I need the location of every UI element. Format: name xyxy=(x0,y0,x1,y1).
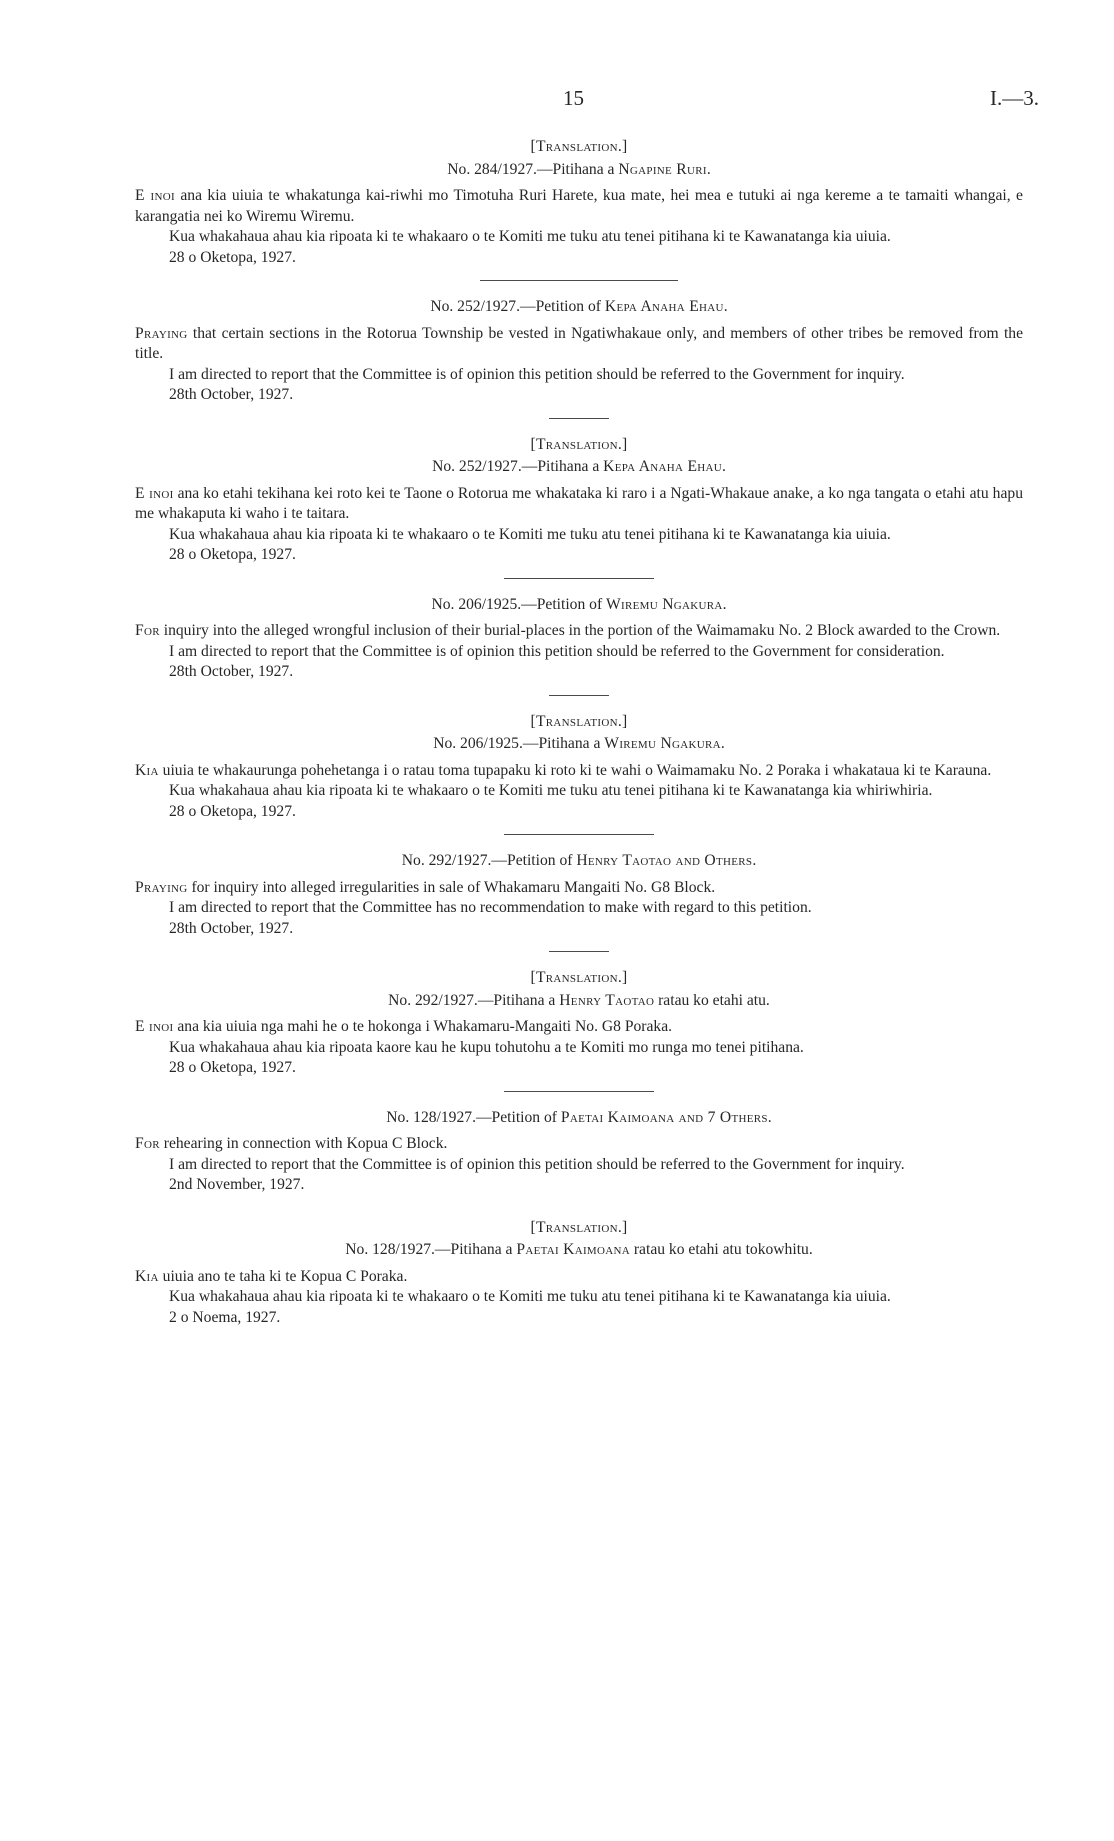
petition-prayer: Praying for inquiry into alleged irregularities in sale of Whakamaru Mangaiti No. G8 Block. xyxy=(135,878,716,896)
petition-title: No. 252/1927.—Petition of Kepa Anaha Ehau. xyxy=(430,298,728,315)
report-date: 28 o Oketopa, 1927. xyxy=(169,546,296,563)
committee-report: Kua whakahaua ahau kia ripoata kaore kau he kupu tohutohu a te Komiti mo runga mo tenei pitihana. xyxy=(169,1038,804,1056)
committee-report: I am directed to report that the Committee is of opinion this petition should be referred to the Government for inquiry. xyxy=(169,365,905,383)
section-spacer xyxy=(135,1196,1023,1218)
report-date: 2 o Noema, 1927. xyxy=(169,1308,281,1326)
section-divider xyxy=(504,834,654,835)
petition-prayer: E inoi ana ko etahi tekihana kei roto kei te Taone o Rotorua me whakataka ki raro i a Ngati-Whakaue anake, a ko nga tangata o etahi atu hapu me whakaputa ki waho i te taitara. xyxy=(135,484,1023,522)
petition-section xyxy=(135,435,1023,566)
page-number: 15 xyxy=(563,86,584,110)
report-date: 28th October, 1927. xyxy=(169,919,294,937)
section-divider xyxy=(504,578,654,579)
report-date: 28th October, 1927. xyxy=(169,663,294,680)
translation-label: [Translation.] xyxy=(530,435,628,453)
committee-report: Kua whakahaua ahau kia ripoata ki te whakaaro o te Komiti me tuku atu tenei pitihana ki te Kawanatanga kia whiriwhiria. xyxy=(169,782,933,799)
petition-section xyxy=(135,595,1023,683)
committee-report: Kua whakahaua ahau kia ripoata ki te whakaaro o te Komiti me tuku atu tenei pitihana ki te Kawanatanga kia uiuia. xyxy=(169,228,891,245)
petition-prayer: E inoi ana kia uiuia nga mahi he o te hokonga i Whakamaru-Mangaiti No. G8 Poraka. xyxy=(135,1018,673,1035)
petition-title: No. 292/1927.—Petition of Henry Taotao and Others. xyxy=(401,852,757,869)
translation-label: [Translation.] xyxy=(530,969,628,986)
committee-report: I am directed to report that the Committee is of opinion this petition should be referred to the Government for inquiry. xyxy=(169,1155,905,1173)
report-date: 2nd November, 1927. xyxy=(169,1176,305,1193)
petition-section xyxy=(135,968,1023,1079)
petition-prayer: For rehearing in connection with Kopua C Block. xyxy=(135,1135,448,1152)
petition-section xyxy=(135,1218,1023,1329)
petition-title: No. 252/1927.—Pitihana a Kepa Anaha Ehau. xyxy=(432,458,726,475)
page-header xyxy=(0,86,1114,116)
petition-section xyxy=(135,712,1023,823)
report-date: 28 o Oketopa, 1927. xyxy=(169,248,296,266)
petition-section xyxy=(135,297,1023,406)
document-reference: I.—3. xyxy=(990,86,1039,110)
petition-title: No. 128/1927.—Pitihana a Paetai Kaimoana ratau ko etahi atu tokowhitu. xyxy=(345,1241,813,1258)
report-date: 28th October, 1927. xyxy=(169,386,294,403)
committee-report: I am directed to report that the Committee is of opinion this petition should be referred to the Government for consideration. xyxy=(169,642,945,660)
section-divider xyxy=(504,1091,654,1092)
petition-section xyxy=(135,851,1023,939)
page-content xyxy=(135,137,1023,1328)
petition-section xyxy=(135,137,1023,268)
report-date: 28 o Oketopa, 1927. xyxy=(169,802,296,820)
report-date: 28 o Oketopa, 1927. xyxy=(169,1059,296,1076)
petition-prayer: Kia uiuia te whakaurunga pohehetanga i o ratau toma tupapaku ki roto ki te wahi o Waimamaku No. 2 Poraka i whakataua ki te Karauna. xyxy=(135,761,992,779)
translation-label: [Translation.] xyxy=(530,138,628,155)
petition-prayer: E inoi ana kia uiuia te whakatunga kai-riwhi mo Timotuha Ruri Harete, kua mate, hei mea e tutuki ai nga kereme a te tamaiti whangai, e karangatia nei ko Wiremu Wiremu. xyxy=(135,187,1023,225)
committee-report: Kua whakahaua ahau kia ripoata ki te whakaaro o te Komiti me tuku atu tenei pitihana ki te Kawanatanga kia uiuia. xyxy=(169,525,891,543)
committee-report: Kua whakahaua ahau kia ripoata ki te whakaaro o te Komiti me tuku atu tenei pitihana ki te Kawanatanga kia uiuia. xyxy=(169,1288,891,1305)
section-divider xyxy=(480,280,678,281)
translation-label: [Translation.] xyxy=(530,712,628,730)
petition-title: No. 206/1925.—Petition of Wiremu Ngakura. xyxy=(431,595,727,613)
section-divider xyxy=(549,951,609,952)
petition-prayer: Praying that certain sections in the Rotorua Township be vested in Ngatiwhakaue only, and members of other tribes be removed from the title. xyxy=(135,324,1023,362)
translation-label: [Translation.] xyxy=(530,1218,628,1236)
petition-prayer: Kia uiuia ano te taha ki te Kopua C Poraka. xyxy=(135,1267,408,1285)
petition-title: No. 128/1927.—Petition of Paetai Kaimoana and 7 Others. xyxy=(386,1108,772,1126)
petition-title: No. 284/1927.—Pitihana a Ngapine Ruri. xyxy=(447,160,711,178)
petition-title: No. 206/1925.—Pitihana a Wiremu Ngakura. xyxy=(433,735,725,752)
petition-prayer: For inquiry into the alleged wrongful inclusion of their burial-places in the portion of the Waimamaku No. 2 Block awarded to the Crown. xyxy=(135,622,1001,639)
committee-report: I am directed to report that the Committee has no recommendation to make with regard to this petition. xyxy=(169,899,812,916)
section-divider xyxy=(549,695,609,696)
petition-title: No. 292/1927.—Pitihana a Henry Taotao ratau ko etahi atu. xyxy=(388,991,770,1009)
petition-section xyxy=(135,1108,1023,1196)
section-divider xyxy=(549,418,609,419)
